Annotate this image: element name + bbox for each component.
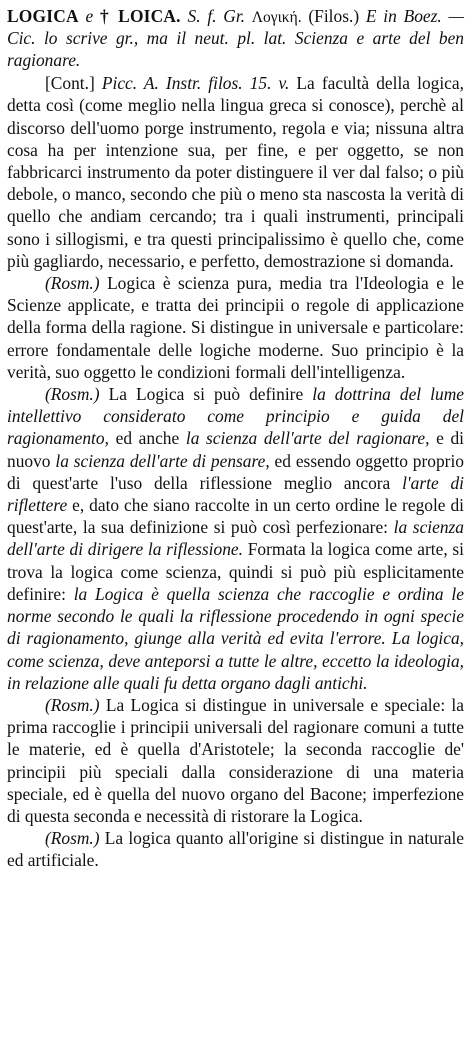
headword-conjunction: e — [85, 6, 94, 26]
greek-form: Λογική. — [251, 9, 302, 26]
grammar-label: S. f. Gr. — [187, 6, 246, 26]
paragraph-rosm-3 — [7, 694, 464, 827]
paragraph-citation — [7, 72, 464, 272]
headword: LOGICA — [7, 6, 79, 26]
paragraph-text: La Logica si può definire — [108, 384, 304, 405]
italic-definition: la dottrina del lume intellettivo considerato come principio e guida del ragionamento, — [7, 384, 464, 449]
entry-header — [7, 6, 464, 71]
paragraph-text: Formata la logica come arte, si trova la logica come scienza, quindi si può più esplicitamente definire: — [7, 539, 464, 604]
paragraph-rosm-2 — [7, 383, 464, 694]
dagger-mark: † — [100, 6, 112, 26]
citation-tag: [Cont.] — [45, 73, 95, 94]
italic-definition: la scienza dell'arte di pensare, — [55, 450, 270, 471]
rosm-tag: (Rosm.) — [45, 384, 100, 405]
italic-definition: la scienza dell'arte del ragionare, — [185, 428, 430, 449]
paragraph-text: Logica è scienza pura, media tra l'Ideologia e le Scienze applicate, e tratta dei principii o regole di applicazione della forma della ragione. Si distingue in universale e particolare: errore fondamentale delle logiche moderne. Suo principio è la verità, suo oggetto le condizioni formali dell'intelligenza. — [7, 273, 464, 382]
rosm-tag: (Rosm.) — [45, 273, 100, 294]
rosm-tag: (Rosm.) — [45, 694, 100, 715]
etymology-note: E in Boez. — Cic. lo scrive gr., ma il neut. pl. lat. — [7, 6, 464, 49]
headword-variant: LOICA. — [118, 6, 181, 26]
paragraph-text: e di nuovo — [7, 428, 465, 471]
paragraph-text: ed anche — [115, 428, 180, 449]
italic-definition: l'arte di riflettere — [7, 472, 464, 516]
paragraph-rosm-4 — [7, 827, 464, 871]
paragraph-text: e, dato che siano raccolte in un certo ordine le regole di quest'arte, la sua definizione si può così perfezionare: — [7, 495, 464, 538]
paragraph-text: La Logica si distingue in universale e speciale: la prima raccoglie i principii universali del ragionare comuni a tutte le materie, ed è quella d'Aristotele; la seconda raccoglie de' principii più speciali dalla considerazione di una materia speciale, ed è quella del nuovo organo del Bacone; imperfezione di questa seconda e necessità di ristorare la Logica. — [7, 694, 464, 826]
italic-definition: la scienza dell'arte di dirigere la riflessione. — [7, 517, 465, 560]
paragraph-text: ed essendo oggetto proprio di quest'arte l'uso della riflessione meglio ancora — [7, 450, 464, 493]
citation-source: Picc. A. Instr. filos. — [101, 73, 243, 94]
rosm-tag: (Rosm.) — [45, 828, 100, 849]
entry-definition: Scienza e arte del ben ragionare. — [7, 28, 464, 70]
paragraph-text: La logica quanto all'origine si distingue in naturale ed artificiale. — [7, 828, 464, 871]
citation-ref: 15. v. — [249, 73, 290, 94]
italic-definition: la Logica è quella scienza che raccoglie e ordina le norme secondo le quali la riflessione procedendo in ogni specie di ragionamento, giunge alla verità ed evita l'errore. La logica, come scienza, deve anteporsi a tutte le altre, eccetto la ideologia, in relazione alle quali fu detta organo dagli antichi. — [7, 583, 464, 693]
field-label: (Filos.) — [308, 6, 360, 26]
paragraph-rosm-1 — [7, 272, 464, 383]
paragraph-text: La facultà della logica, detta così (come meglio nella lingua greca si conosce), perchè al discorso dell'uomo porge instrumento, regola e via; nissuna altra cosa ha per intenzione sua, per fine, e per oggetto, se non fabbricarci instrumento da poter distinguere il ver dal falso; o più debole, o manco, secondo che più o meno sta nascosta la verità di quello che andiam cercando; tra i quali instrumenti, principali sono i sillogismi, e tra questi principalissimo è quello che, come più gagliardo, necessario, e perfetto, demostrazione si domanda. — [7, 73, 464, 271]
